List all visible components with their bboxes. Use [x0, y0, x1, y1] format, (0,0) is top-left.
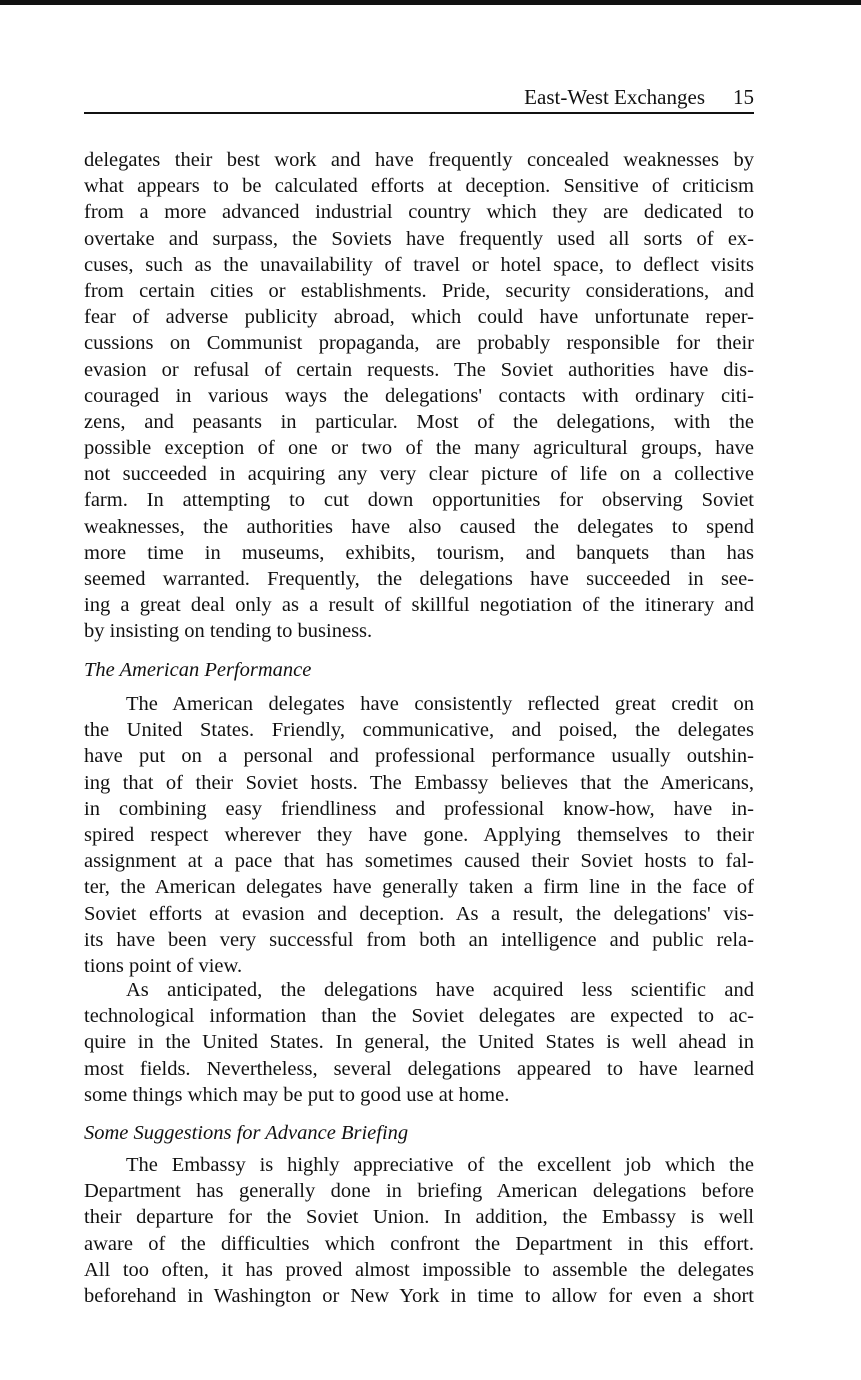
text-line: weaknesses, the authorities have also caused the delegates to spend — [84, 515, 754, 538]
text-line: delegates their best work and have frequently concealed weaknesses by — [84, 149, 754, 171]
text-line: couraged in various ways the delegations' contacts with ordinary citi- — [84, 384, 754, 407]
header-rule — [84, 112, 754, 114]
running-header — [84, 84, 754, 110]
text-line: ing a great deal only as a result of skillful negotiation of the itinerary and — [84, 594, 754, 617]
text-line: have put on a personal and professional performance usually outshin- — [84, 745, 754, 768]
text-line: seemed warranted. Frequently, the delegations have succeeded in see- — [84, 568, 754, 590]
text-line: evasion or refusal of certain requests. The Soviet authorities have dis- — [84, 358, 754, 381]
text-line: Department has generally done in briefing American delegations before — [84, 1180, 754, 1203]
text-line: some things which may be put to good use at home. — [84, 1083, 510, 1106]
text-line: not succeeded in acquiring any very clear picture of life on a collective — [84, 463, 754, 486]
text-line: spired respect wherever they have gone. Applying themselves to their — [84, 823, 754, 846]
text-line: As anticipated, the delegations have acquired less scientific and — [126, 979, 754, 1001]
text-line: most fields. Nevertheless, several delegations appeared to have learned — [84, 1057, 754, 1080]
text-line: Soviet efforts at evasion and deception. As a result, the delegations' vis- — [84, 902, 754, 925]
text-line: from a more advanced industrial country which they are dedicated to — [84, 201, 754, 224]
text-line: its have been very successful from both an intelligence and public rela- — [84, 928, 754, 951]
text-line: possible exception of one or two of the many agricultural groups, have — [84, 437, 754, 460]
text-line: beforehand in Washington or New York in time to allow for even a short — [84, 1284, 754, 1307]
text-line: ter, the American delegates have generally taken a firm line in the face of — [84, 876, 754, 899]
text-line: cuses, such as the unavailability of travel or hotel space, to deflect visits — [84, 253, 754, 276]
text-line: overtake and surpass, the Soviets have frequently used all sorts of ex- — [84, 227, 754, 250]
text-line: The American delegates have consistently reflected great credit on — [126, 693, 754, 715]
scan-border — [0, 0, 861, 5]
text-line: tions point of view. — [84, 954, 243, 977]
text-line: technological information than the Soviet delegates are expected to ac- — [84, 1005, 754, 1028]
text-line: by insisting on tending to business. — [84, 620, 373, 643]
paragraph-4 — [84, 1152, 754, 1309]
page-number: 15 — [733, 85, 754, 109]
section-heading-advance-briefing: Some Suggestions for Advance Briefing — [84, 1122, 409, 1144]
paragraph-1 — [84, 147, 754, 645]
text-line: fear of adverse publicity abroad, which could have unfortunate reper- — [84, 306, 754, 329]
section-heading-american-performance: The American Performance — [84, 659, 312, 681]
paragraph-3 — [84, 977, 754, 1108]
text-line: The Embassy is highly appreciative of the excellent job which the — [126, 1154, 754, 1176]
paragraph-2 — [84, 691, 754, 979]
text-line: assignment at a pace that has sometimes caused their Soviet hosts to fal- — [84, 850, 754, 873]
text-line: the United States. Friendly, communicative, and poised, the delegates — [84, 719, 754, 742]
text-line: their departure for the Soviet Union. In addition, the Embassy is well — [84, 1206, 754, 1229]
text-line: All too often, it has proved almost impossible to assemble the delegates — [84, 1258, 754, 1281]
text-line: ing that of their Soviet hosts. The Embassy believes that the Americans, — [84, 771, 754, 794]
text-line: zens, and peasants in particular. Most of the delegations, with the — [84, 410, 754, 433]
text-line: more time in museums, exhibits, tourism, and banquets than has — [84, 541, 754, 564]
text-line: quire in the United States. In general, the United States is well ahead in — [84, 1031, 754, 1054]
text-line: what appears to be calculated efforts at deception. Sensitive of criticism — [84, 175, 754, 198]
text-line: from certain cities or establishments. Pride, security considerations, and — [84, 279, 754, 302]
text-line: farm. In attempting to cut down opportunities for observing Soviet — [84, 489, 754, 512]
running-header-title: East-West Exchanges — [524, 85, 705, 109]
text-line: in combining easy friendliness and professional know-how, have in- — [84, 797, 754, 820]
text-line: cussions on Communist propaganda, are probably responsible for their — [84, 332, 754, 355]
text-line: aware of the difficulties which confront the Department in this effort. — [84, 1232, 754, 1255]
